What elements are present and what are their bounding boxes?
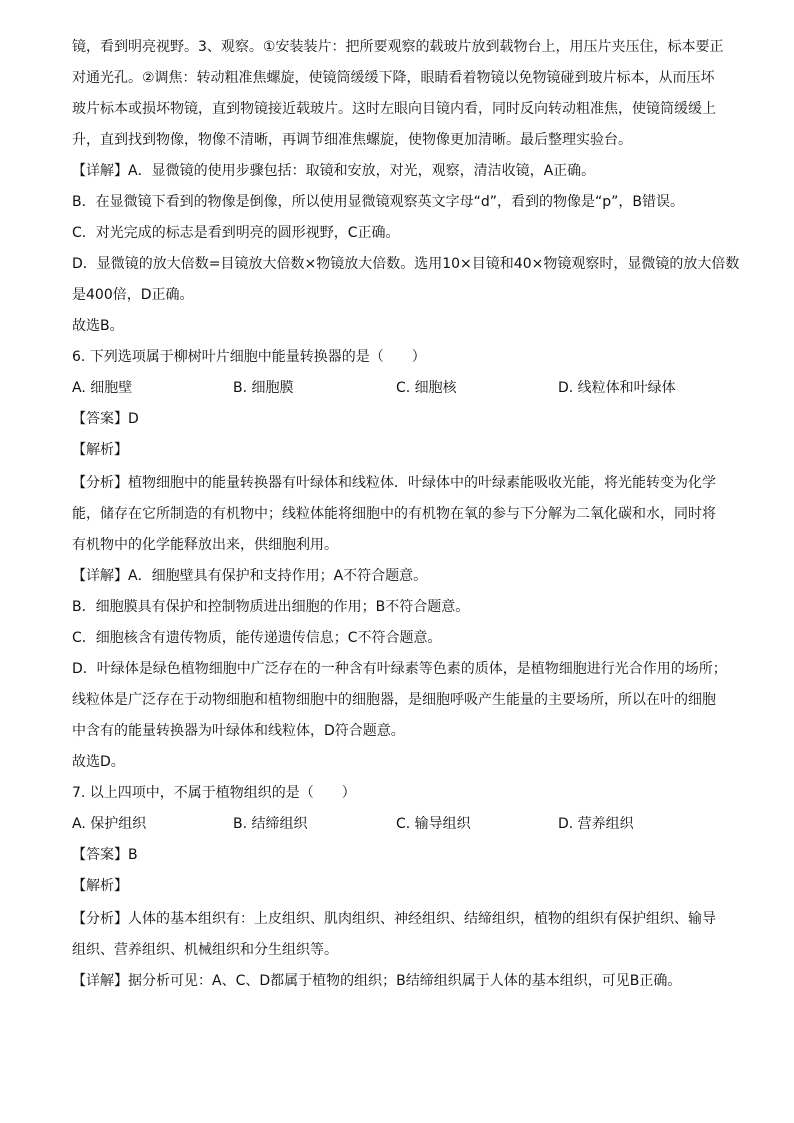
detail-line: D．显微镜的放大倍数=目镜放大倍数×物镜放大倍数。选用10×目镜和40×物镜观察时，显微镜的放大倍数: [72, 256, 740, 272]
conclusion-line: 故选B。: [72, 318, 124, 334]
conclusion-line: 故选D。: [72, 754, 125, 770]
text-line: 对通光孔。②调焦：转动粗准焦螺旋，使镜筒缓缓下降，眼睛看着物镜以免物镜碰到玻片标本，从而压坏: [72, 70, 715, 86]
question-stem: 6. 下列选项属于柳树叶片细胞中能量转换器的是（ ）: [72, 349, 426, 365]
analysis-line: 有机物中的化学能释放出来，供细胞利用。: [72, 537, 338, 553]
text-line: 玻片标本或损坏物镜，直到物镜接近载玻片。这时左眼向目镜内看，同时反向转动粗准焦，使镜筒缓缓上: [72, 101, 716, 117]
answer-line: 【答案】D: [72, 411, 139, 427]
text-line: 镜，看到明亮视野。3、观察。①安装装片：把所要观察的载玻片放到载物台上，用压片夹压住，标本要正: [72, 39, 724, 55]
detail-line: 【详解】A．细胞壁具有保护和支持作用；A不符合题意。: [72, 568, 428, 584]
detail-line: 中含有的能量转换器为叶绿体和线粒体，D符合题意。: [72, 723, 405, 739]
text-line: 升，直到找到物像，物像不清晰，再调节细准焦螺旋，使物像更加清晰。最后整理实验台。: [72, 132, 632, 148]
detail-line: 是400倍，D正确。: [72, 287, 194, 303]
analysis-line: 组织、营养组织、机械组织和分生组织等。: [72, 942, 338, 958]
analysis-line: 【分析】植物细胞中的能量转换器有叶绿体和线粒体．叶绿体中的叶绿素能吸收光能，将光能转变为化学: [72, 475, 716, 491]
analysis-line: 【分析】人体的基本组织有：上皮组织、肌肉组织、神经组织、结缔组织，植物的组织有保护组织、输导: [72, 911, 716, 927]
option-b: B. 细胞膜: [233, 380, 294, 396]
answer-line: 【答案】B: [72, 847, 138, 863]
option-d: D. 营养组织: [558, 816, 634, 832]
detail-line: 线粒体是广泛存在于动物细胞和植物细胞中的细胞器，是细胞呼吸产生能量的主要场所，所以在叶的细胞: [72, 692, 716, 708]
detail-line: C．对光完成的标志是看到明亮的圆形视野，C正确。: [72, 225, 400, 241]
detail-line: C．细胞核含有遗传物质，能传递遗传信息；C不符合题意。: [72, 630, 442, 646]
option-a: A. 细胞壁: [72, 380, 133, 396]
option-b: B. 结缔组织: [233, 816, 308, 832]
question-stem: 7. 以上四项中，不属于植物组织的是（ ）: [72, 785, 356, 801]
option-c: C. 细胞核: [396, 380, 457, 396]
analysis-label: 【解析】: [72, 442, 128, 458]
option-a: A. 保护组织: [72, 816, 147, 832]
option-c: C. 输导组织: [396, 816, 471, 832]
detail-line: 【详解】据分析可见：A、C、D都属于植物的组织；B结缔组织属于人体的基本组织，可见B正确。: [72, 973, 682, 989]
detail-line: B．在显微镜下看到的物像是倒像，所以使用显微镜观察英文字母“d”，看到的物像是“p”，B错误。: [72, 194, 684, 210]
analysis-line: 能，储存在它所制造的有机物中；线粒体能将细胞中的有机物在氧的参与下分解为二氧化碳和水，同时将: [72, 506, 716, 522]
detail-line: B．细胞膜具有保护和控制物质进出细胞的作用；B不符合题意。: [72, 599, 470, 615]
option-d: D. 线粒体和叶绿体: [558, 380, 676, 396]
detail-line: D．叶绿体是绿色植物细胞中广泛存在的一种含有叶绿素等色素的质体，是植物细胞进行光合作用的场所；: [72, 661, 727, 677]
detail-line: 【详解】A．显微镜的使用步骤包括：取镜和安放，对光，观察，清洁收镜，A正确。: [72, 163, 596, 179]
analysis-label: 【解析】: [72, 878, 128, 894]
